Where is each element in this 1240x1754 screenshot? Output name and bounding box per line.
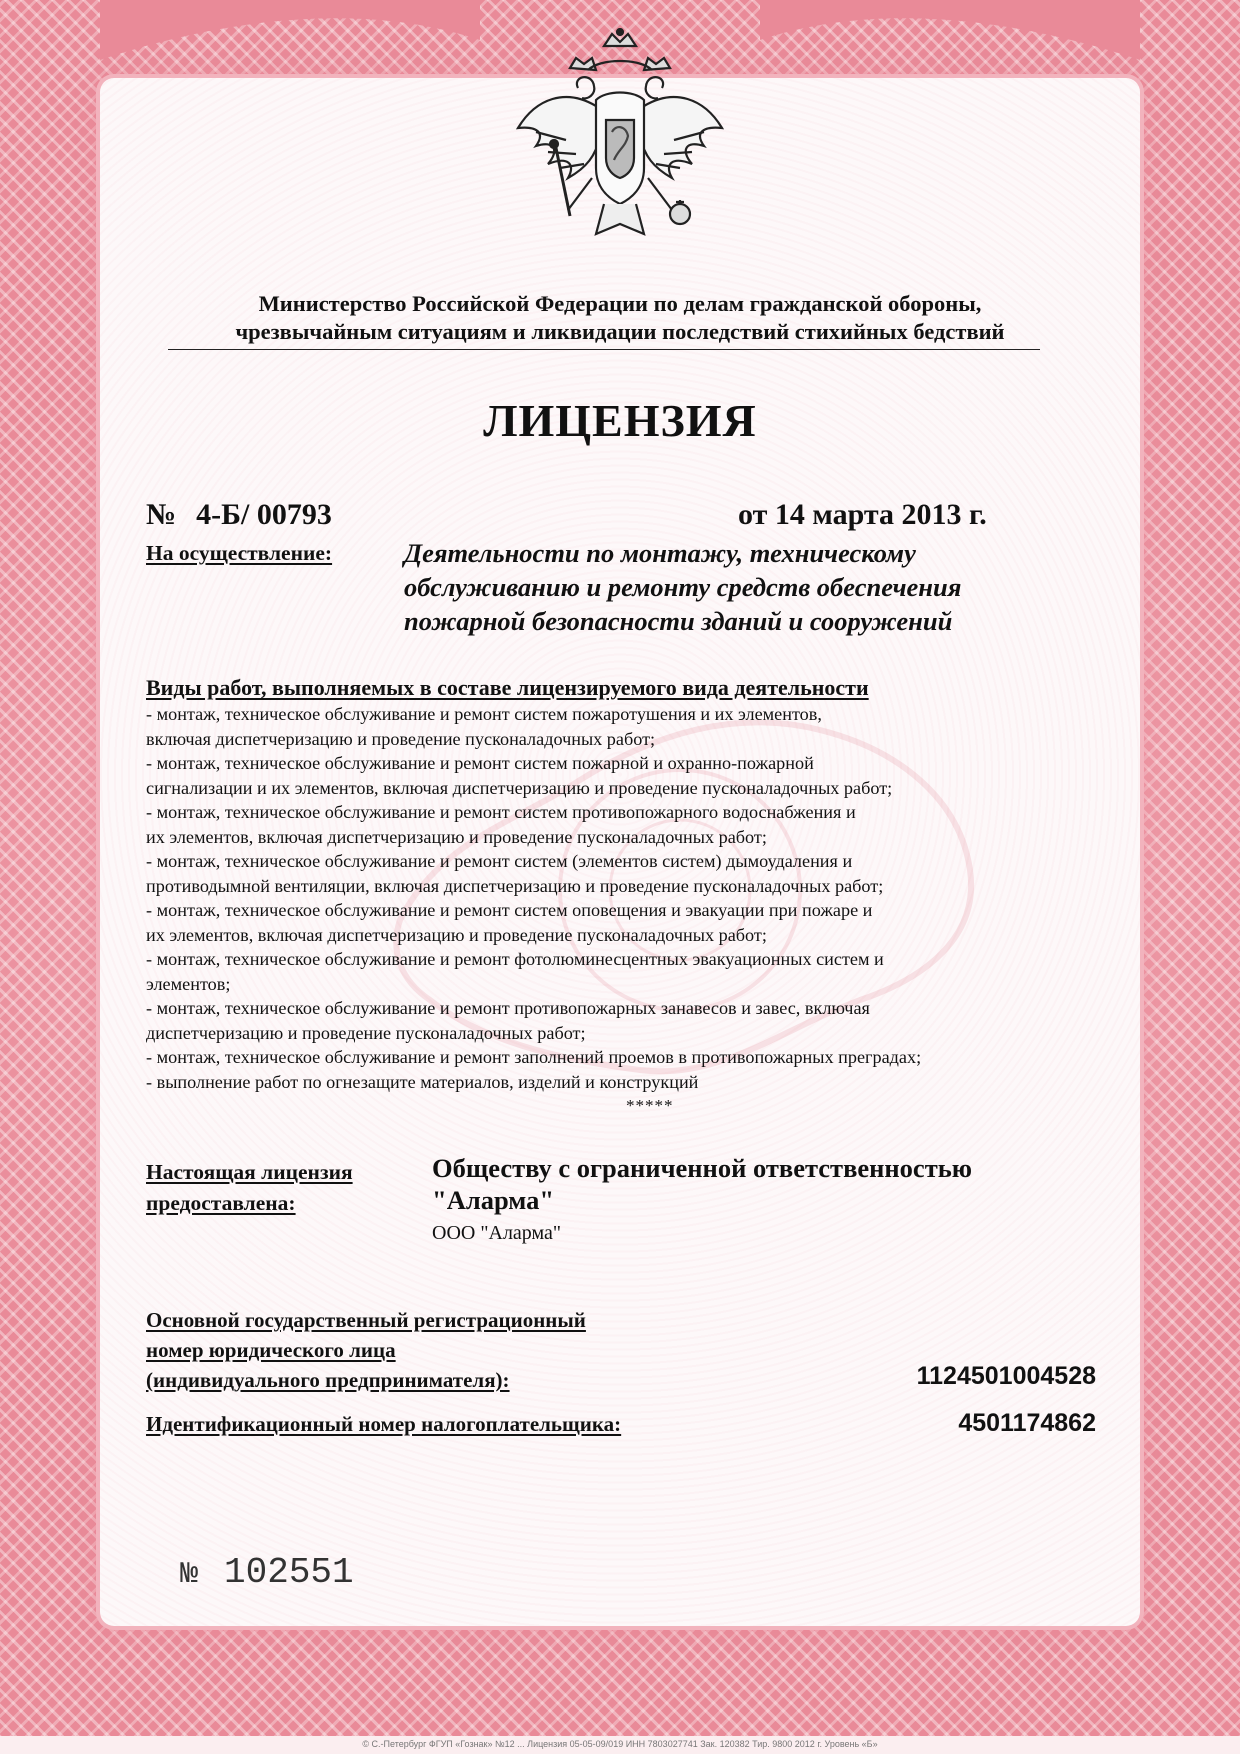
grantee-full-name [432, 1152, 1072, 1216]
works-list-item: - монтаж, техническое обслуживание и ремонт систем пожарной и охранно-пожарной сигнализации и их элементов, включая диспетчеризацию и проведение пусконаладочных работ; [146, 753, 893, 798]
works-list [146, 702, 1086, 1094]
ministry-underline-divider [168, 349, 1040, 350]
ministry-name-line-2: чрезвычайным ситуациям и ликвидации последствий стихийных бедствий [235, 319, 1005, 344]
coat-of-arms-icon [496, 28, 744, 248]
ogrn-label-line-1: Основной государственный регистрационный [146, 1308, 586, 1332]
blank-serial-number [180, 1552, 354, 1593]
ogrn-label [146, 1305, 586, 1395]
inn-value: 4501174862 [958, 1409, 1096, 1437]
ogrn-value: 1124501004528 [916, 1362, 1096, 1390]
grantee-label-line-2: предоставлена: [146, 1191, 296, 1215]
ministry-name-line-1: Министерство Российской Федерации по делам гражданской обороны, [258, 291, 982, 316]
works-list-item: - монтаж, техническое обслуживание и ремонт фотолюминесцентных эвакуационных систем и элементов; [146, 949, 884, 994]
activity-description: Деятельности по монтажу, техническому обслуживанию и ремонту средств обеспечения пожарной безопасности зданий и сооружений [404, 538, 962, 636]
ogrn-label-line-3: (индивидуального предпринимателя): [146, 1368, 510, 1392]
ministry-name [150, 290, 1090, 346]
grantee-name-line-1: Обществу с ограниченной ответственностью [432, 1153, 972, 1183]
works-list-item: - монтаж, техническое обслуживание и ремонт систем (элементов систем) дымоудаления и противодымной вентиляции, включая диспетчеризацию и проведение пусконаладочных работ; [146, 851, 884, 896]
license-number-value: 4-Б/ 00793 [196, 498, 332, 531]
activity-label: На осуществление: [146, 541, 333, 565]
works-list-item: - монтаж, техническое обслуживание и ремонт противопожарных занавесов и завес, включая диспетчеризацию и проведение пусконаладочных работ; [146, 998, 870, 1043]
blank-number-sign: № [180, 1558, 199, 1592]
works-end-mark: ***** [626, 1096, 674, 1115]
grantee-label [146, 1157, 353, 1219]
blank-number-value: 102551 [224, 1552, 354, 1593]
works-list-item: - монтаж, техническое обслуживание и ремонт систем оповещения и эвакуации при пожаре и их элементов, включая диспетчеризацию и проведение пусконаладочных работ; [146, 900, 873, 945]
document-title: ЛИЦЕНЗИЯ [483, 395, 757, 446]
license-number-sign: № [146, 498, 177, 531]
works-heading: Виды работ, выполняемых в составе лицензируемого вида деятельности [146, 675, 869, 700]
grantee-label-line-1: Настоящая лицензия [146, 1160, 353, 1184]
works-list-item: - монтаж, техническое обслуживание и ремонт систем пожаротушения и их элементов, включая диспетчеризацию и проведение пусконаладочных работ; [146, 704, 822, 749]
grantee-short-name: ООО "Аларма" [432, 1222, 562, 1244]
works-list-item: - монтаж, техническое обслуживание и ремонт заполнений проемов в противопожарных преградах; [146, 1047, 922, 1067]
ogrn-label-line-2: номер юридического лица [146, 1338, 396, 1362]
printer-imprint: © С.-Петербург ФГУП «Гознак» №12 ... Лицензия 05-05-09/019 ИНН 7803027741 Зак. 120382 Тир. 9800 2012 г. Уровень «Б» [362, 1739, 878, 1749]
works-list-item: - выполнение работ по огнезащите материалов, изделий и конструкций [146, 1071, 699, 1092]
works-list-item: - монтаж, техническое обслуживание и ремонт систем противопожарного водоснабжения и их элементов, включая диспетчеризацию и проведение пусконаладочных работ; [146, 802, 856, 847]
grantee-name-line-2: "Аларма" [432, 1185, 555, 1215]
license-number [146, 498, 332, 532]
license-date: от 14 марта 2013 г. [738, 498, 987, 531]
inn-label: Идентификационный номер налогоплательщика: [146, 1412, 622, 1436]
